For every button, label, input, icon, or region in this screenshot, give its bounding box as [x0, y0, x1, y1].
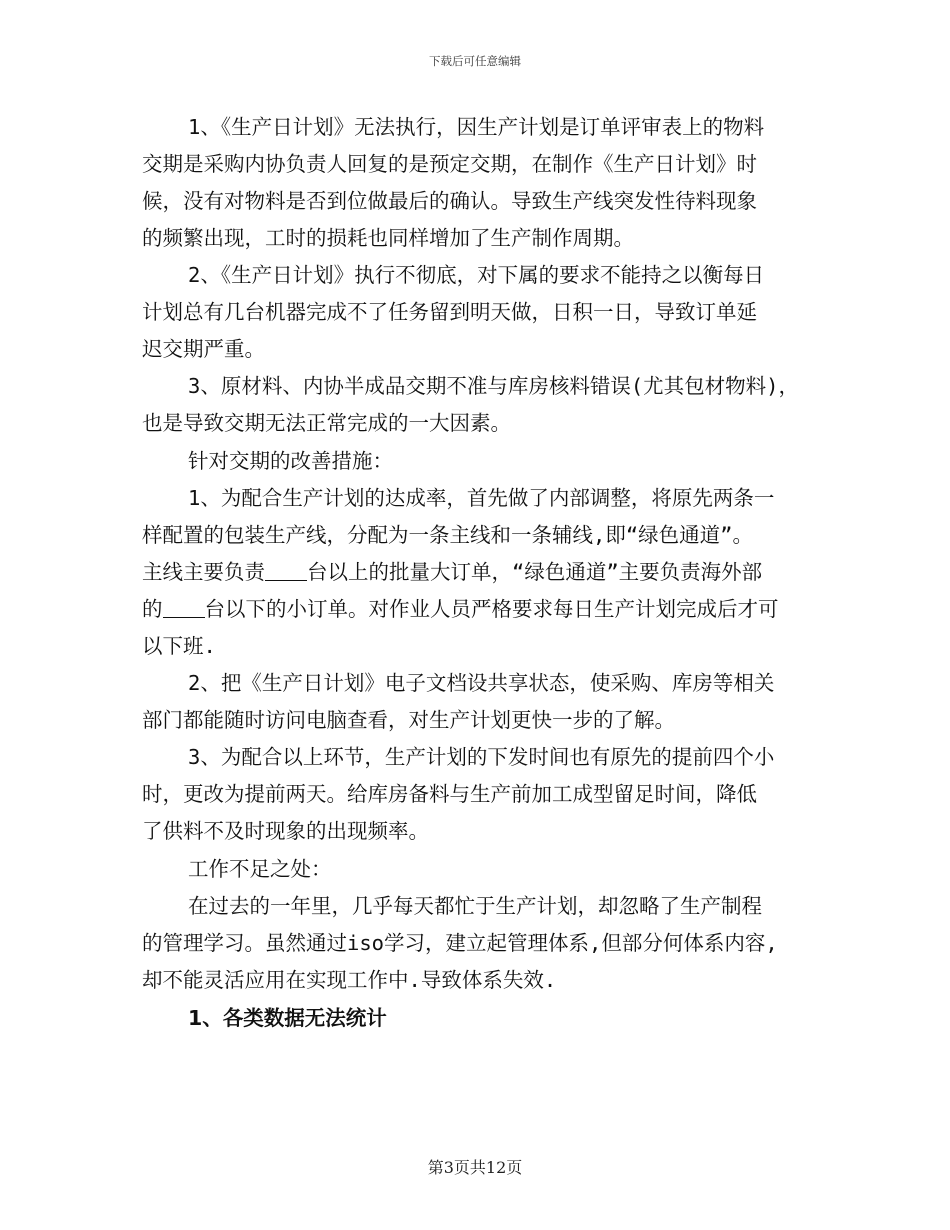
paragraph-line: 1、《生产日计划》无法执行，因生产计划是订单评审表上的物料 [188, 115, 765, 139]
paragraph-line: 以下班. [142, 634, 216, 658]
paragraph-line: 的频繁出现，工时的损耗也同样增加了生产制作周期。 [142, 226, 634, 250]
text-segment: 主线主要负责 [142, 560, 265, 584]
paragraph-line: 的管理学习。虽然通过iso学习，建立起管理体系,但部分何体系内容, [142, 931, 778, 955]
page-header: 下载后可任意编辑 [429, 54, 521, 68]
paragraph-line: 样配置的包装生产线，分配为一条主线和一条辅线,即“绿色通道”。 [142, 523, 754, 547]
page-footer: 第3页共12页 [427, 1158, 523, 1177]
paragraph-line: 3、为配合以上环节，生产计划的下发时间也有原先的提前四个小 [188, 745, 775, 769]
paragraph-line: 却不能灵活应用在实现工作中.导致体系失效. [142, 968, 557, 992]
text-segment: 的 [142, 597, 163, 621]
section-heading: 工作不足之处： [188, 857, 332, 881]
paragraph-line: 也是导致交期无法正常完成的一大因素。 [142, 411, 511, 435]
paragraph-line: 部门都能随时访问电脑查看，对生产计划更快一步的了解。 [142, 708, 675, 732]
text-segment: 台以上的批量大订单，“绿色通道”主要负责海外部 [307, 560, 763, 584]
paragraph-line [142, 559, 762, 585]
paragraph-line: 3、原材料、内协半成品交期不准与库房核料错误(尤其包材物料)， [188, 374, 800, 398]
paragraph-line: 了供料不及时现象的出现频率。 [142, 819, 429, 843]
paragraph-line: 1、为配合生产计划的达成率，首先做了内部调整，将原先两条一 [188, 486, 775, 510]
fill-blank [265, 562, 307, 581]
paragraph-line: 2、《生产日计划》执行不彻底，对下属的要求不能持之以衡每日 [188, 263, 765, 287]
fill-blank [163, 599, 205, 618]
bold-heading: 1、各类数据无法统计 [188, 1006, 387, 1030]
section-heading: 针对交期的改善措施： [188, 449, 393, 473]
paragraph-line: 交期是采购内协负责人回复的是预定交期，在制作《生产日计划》时 [142, 152, 757, 176]
paragraph-line: 候，没有对物料是否到位做最后的确认。导致生产线突发性待料现象 [142, 189, 757, 213]
paragraph-line: 时，更改为提前两天。给库房备料与生产前加工成型留足时间，降低 [142, 782, 757, 806]
paragraph-line: 迟交期严重。 [142, 337, 265, 361]
text-segment: 台以下的小订单。对作业人员严格要求每日生产计划完成后才可 [204, 597, 779, 621]
paragraph-line [142, 596, 779, 622]
paragraph-line: 2、把《生产日计划》电子文档设共享状态，使采购、库房等相关 [188, 671, 775, 695]
paragraph-line: 计划总有几台机器完成不了任务留到明天做，日积一日，导致订单延 [142, 300, 757, 324]
paragraph-line: 在过去的一年里，几乎每天都忙于生产计划，却忽略了生产制程 [188, 894, 762, 918]
